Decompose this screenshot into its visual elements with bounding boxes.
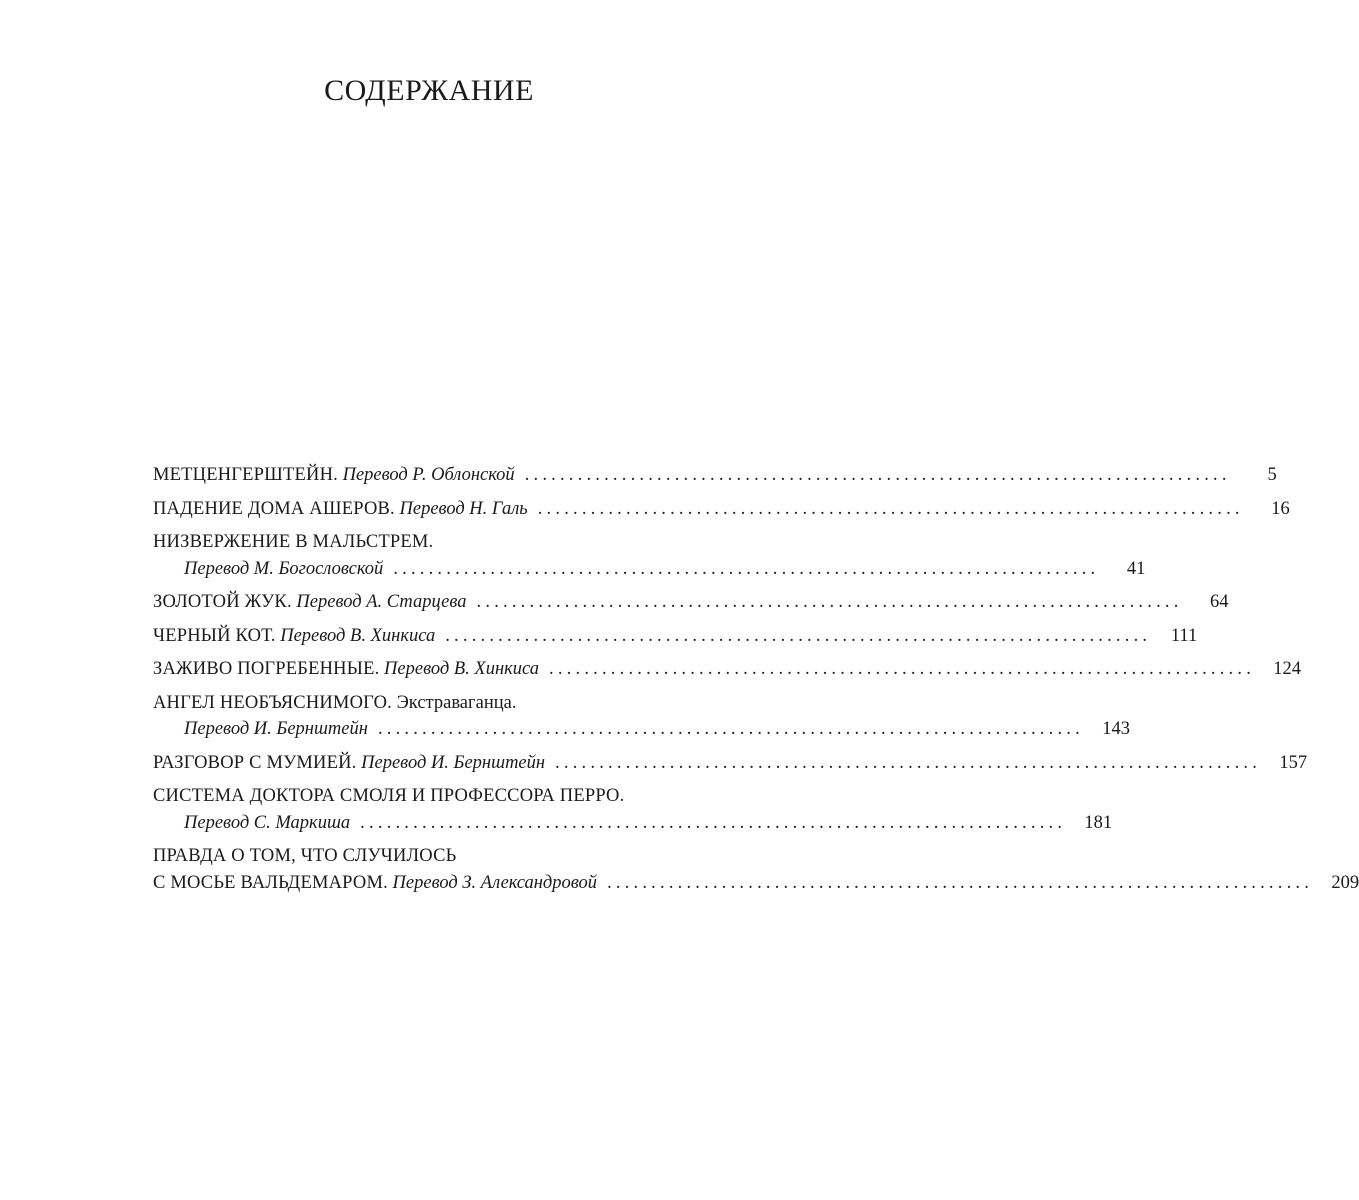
toc-line	[153, 716, 1130, 743]
toc-entry	[153, 623, 1198, 650]
toc-line-text	[184, 810, 350, 837]
page-title: СОДЕРЖАНИЕ	[324, 74, 534, 107]
story-title: АНГЕЛ НЕОБЪЯСНИМОГО.	[153, 692, 392, 713]
toc-line	[153, 589, 1229, 616]
toc-line-text	[153, 496, 528, 523]
toc-line-text	[153, 870, 597, 897]
page-number: 124	[1273, 659, 1302, 679]
story-title: МЕТЦЕНГЕРШТЕЙН.	[153, 465, 338, 485]
toc-line	[153, 690, 702, 717]
story-title: ЗОЛОТОЙ ЖУК.	[153, 592, 292, 612]
toc-line-text	[153, 690, 516, 717]
toc-line-text	[153, 589, 467, 616]
translator-credit: Перевод В. Хинкиса	[280, 625, 436, 646]
dot-leader: ................................................................................	[393, 558, 1100, 579]
toc-line	[153, 462, 1277, 489]
translator-credit: Перевод С. Маркиша	[184, 812, 351, 833]
toc-entry	[153, 656, 1302, 683]
toc-line-text	[153, 462, 515, 489]
toc-line	[153, 496, 1290, 523]
page-number: 16	[1271, 498, 1290, 519]
page-number: 209	[1331, 872, 1359, 893]
translator-credit: Перевод В. Хинкиса	[384, 659, 540, 679]
page-number: 181	[1084, 812, 1113, 833]
translator-credit: Перевод Н. Галь	[399, 498, 528, 519]
page-number: 143	[1102, 719, 1130, 739]
dot-leader: ................................................................................	[607, 872, 1314, 893]
story-subtitle: Экстраваганца.	[396, 692, 517, 713]
toc-line-text	[153, 783, 624, 810]
toc-line	[153, 623, 1198, 650]
dot-leader: ................................................................................	[537, 498, 1244, 519]
story-title: НИЗВЕРЖЕНИЕ В МАЛЬСТРЕМ.	[153, 532, 434, 552]
translator-credit: Перевод И. Бернштейн	[361, 752, 546, 773]
toc-line	[153, 529, 702, 556]
toc-line-text	[153, 529, 433, 556]
toc-line-text	[153, 750, 545, 777]
page-number: 5	[1267, 465, 1277, 485]
toc-entry	[153, 589, 1229, 616]
toc-entry	[153, 529, 1146, 582]
page-number: 64	[1210, 592, 1229, 612]
toc-line	[153, 810, 1113, 837]
story-title: ЧЕРНЫЙ КОТ.	[153, 625, 276, 646]
translator-credit: Перевод Р. Облонской	[342, 465, 515, 485]
toc-line-text	[184, 556, 383, 583]
story-title: ПРАВДА О ТОМ, ЧТО СЛУЧИЛОСЬ	[153, 846, 457, 866]
toc-entry	[153, 462, 1277, 489]
table-of-contents	[153, 462, 1359, 903]
toc-line	[153, 870, 1359, 897]
toc-line-text	[153, 656, 539, 683]
dot-leader: ................................................................................	[360, 812, 1067, 833]
toc-line	[153, 783, 702, 810]
toc-entry	[153, 750, 1308, 777]
translator-credit: Перевод И. Бернштейн	[184, 719, 368, 739]
toc-line-text	[184, 716, 368, 743]
dot-leader: ................................................................................	[445, 625, 1152, 646]
toc-entry	[153, 496, 1290, 523]
page-number: 41	[1126, 558, 1146, 579]
dot-leader: ................................................................................	[555, 752, 1262, 773]
toc-line	[153, 750, 1308, 777]
toc-entry	[153, 843, 1359, 896]
dot-leader: ................................................................................	[549, 659, 1256, 679]
dot-leader: ................................................................................	[524, 465, 1231, 485]
page-number: 111	[1170, 625, 1198, 646]
toc-line	[153, 556, 1146, 583]
toc-line	[153, 656, 1302, 683]
story-title: ЗАЖИВО ПОГРЕБЕННЫЕ.	[153, 659, 380, 679]
toc-entry	[153, 783, 1113, 836]
dot-leader: ................................................................................	[377, 719, 1084, 739]
toc-entry	[153, 690, 1130, 743]
toc-line-text	[153, 623, 435, 650]
story-title: ПАДЕНИЕ ДОМА АШЕРОВ.	[153, 498, 395, 519]
translator-credit: Перевод А. Старцева	[296, 592, 467, 612]
translator-credit: Перевод М. Богословской	[184, 558, 384, 579]
translator-credit: Перевод З. Александровой	[392, 872, 598, 893]
toc-line	[153, 843, 702, 870]
dot-leader: ................................................................................	[476, 592, 1183, 612]
toc-line-text	[153, 843, 456, 870]
page-number: 157	[1279, 752, 1308, 773]
story-title: СИСТЕМА ДОКТОРА СМОЛЯ И ПРОФЕССОРА ПЕРРО.	[153, 786, 625, 806]
story-title: РАЗГОВОР С МУМИЕЙ.	[153, 752, 357, 773]
story-title: С МОСЬЕ ВАЛЬДЕМАРОМ.	[153, 872, 388, 893]
